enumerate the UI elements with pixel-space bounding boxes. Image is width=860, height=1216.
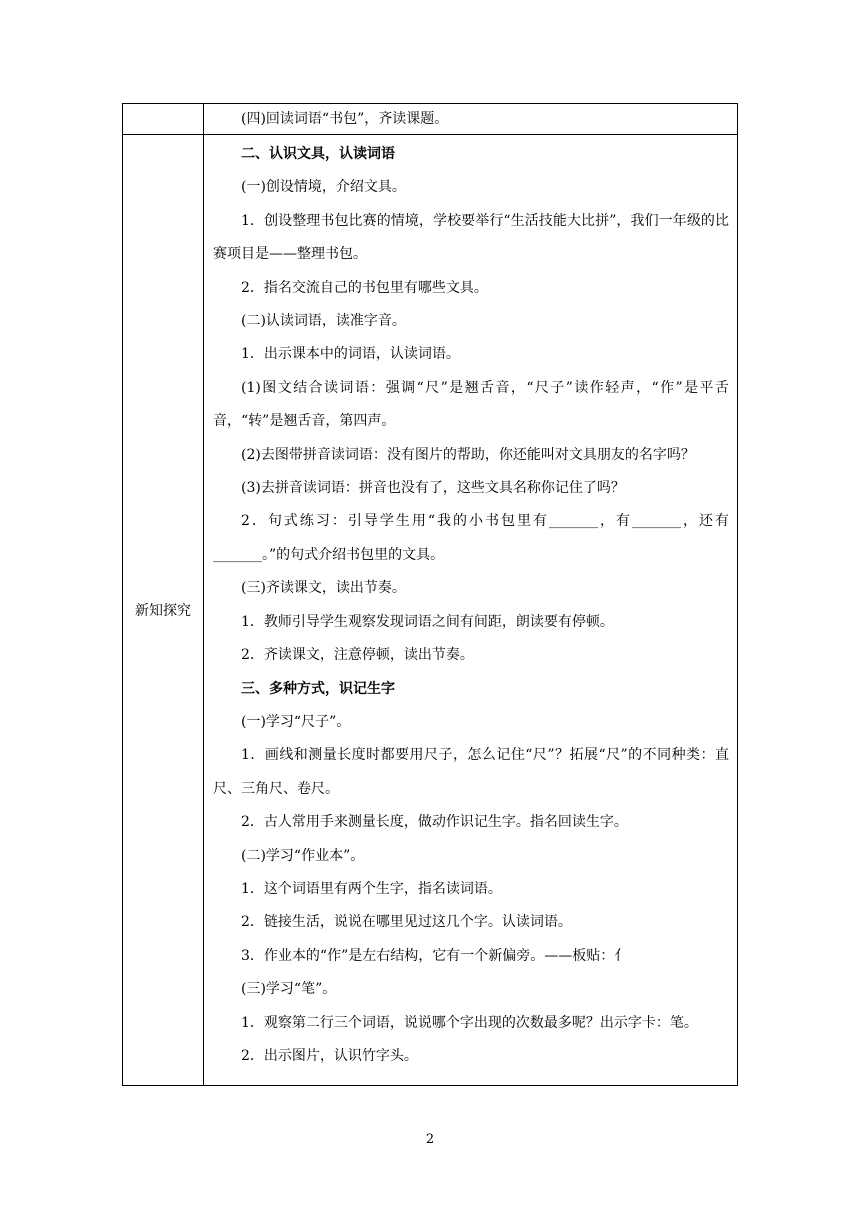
paragraph-line: (二)认读词语，读准字音。 xyxy=(241,313,406,330)
content-lines xyxy=(204,135,737,1073)
paragraph-line: (二)学习“作业本”。 xyxy=(241,847,365,864)
main-content-cell xyxy=(204,135,738,1086)
page-number: 2 xyxy=(425,1132,435,1147)
table-row-main xyxy=(123,135,738,1086)
section-heading: 三、多种方式，识记生字 xyxy=(241,680,395,697)
paragraph-line: 2．古人常用手来测量长度，做动作识记生字。指名回读生字。 xyxy=(241,814,628,831)
paragraph-line: 3．作业本的“作”是左右结构，它有一个新偏旁。——板贴：亻 xyxy=(241,947,629,964)
paragraph-line: 1．这个词语里有两个生字，指名读词语。 xyxy=(241,880,502,897)
paragraph-line: (一)创设情境，介绍文具。 xyxy=(241,179,406,196)
table-row-top xyxy=(123,104,738,135)
top-row-text: (四)回读词语“书包”，齐读课题。 xyxy=(241,111,449,127)
top-content-cell xyxy=(204,104,738,135)
paragraph-line: 2．句式练习：引导学生用“我的小书包里有_______，有_______，还有_______。”的句式介绍书包里的文具。 xyxy=(213,513,729,563)
lesson-plan-table xyxy=(122,103,738,1086)
paragraph-line: (2)去图带拼音读词语：没有图片的帮助，你还能叫对文具朋友的名字吗？ xyxy=(241,446,695,463)
paragraph-line: 1．观察第二行三个词语，说说哪个字出现的次数最多呢？出示字卡：笔。 xyxy=(241,1014,698,1031)
paragraph-line: (三)齐读课文，读出节奏。 xyxy=(241,580,406,597)
paragraph-line: 1．教师引导学生观察发现词语之间有间距，朗读要有停顿。 xyxy=(241,613,614,630)
section-label-cell xyxy=(123,135,204,1086)
paragraph-line: 2．齐读课文，注意停顿，读出节奏。 xyxy=(241,647,474,664)
paragraph-line: 2．出示图片，认识竹字头。 xyxy=(241,1047,418,1064)
paragraph-line: (3)去拼音读词语：拼音也没有了，这些文具名称你记住了吗？ xyxy=(241,480,625,497)
section-heading: 二、认识文具，认读词语 xyxy=(241,146,395,162)
paragraph-line: 1．出示课本中的词语，认读词语。 xyxy=(241,346,460,363)
paragraph-line: (一)学习“尺子”。 xyxy=(241,713,351,730)
paragraph-line: 2．链接生活，说说在哪里见过这几个字。认读词语。 xyxy=(241,914,572,931)
paragraph-line: (1)图文结合读词语：强调“尺”是翘舌音，“尺子”读作轻声，“作”是平舌音，“转”是翘舌音，第四声。 xyxy=(213,379,729,430)
paragraph-line: 1．画线和测量长度时都要用尺子，怎么记住“尺”？拓展“尺”的不同种类：直尺、三角尺、卷尺。 xyxy=(213,747,729,797)
paragraph-line: (三)学习“笔”。 xyxy=(241,981,337,998)
section-label: 新知探究 xyxy=(135,603,191,619)
paragraph-line: 1．创设整理书包比赛的情境，学校要举行“生活技能大比拼”，我们一年级的比赛项目是——整理书包。 xyxy=(213,212,729,263)
empty-label-cell xyxy=(123,104,204,135)
paragraph-line: 2．指名交流自己的书包里有哪些文具。 xyxy=(241,279,488,296)
